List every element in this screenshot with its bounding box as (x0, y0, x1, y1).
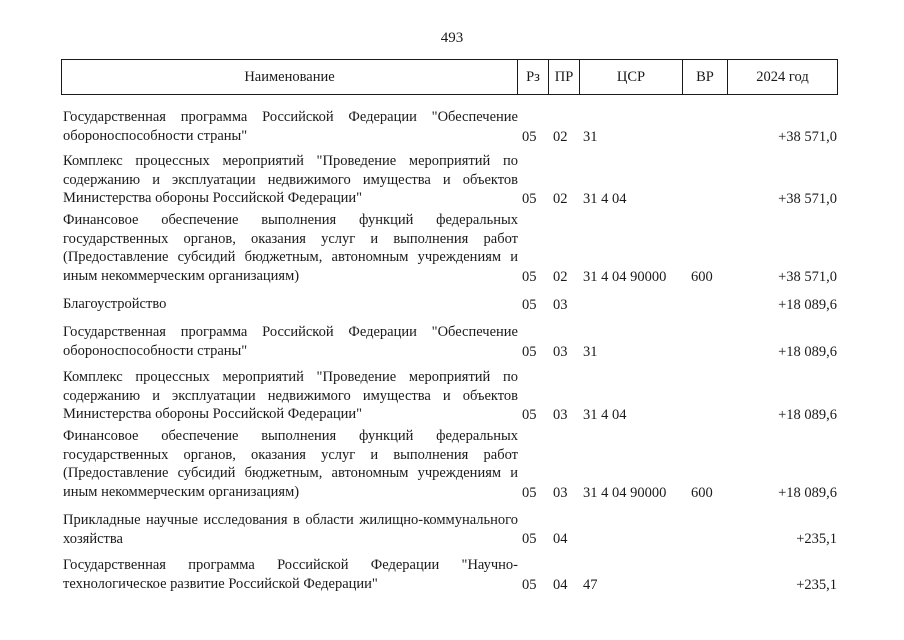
row-name: Финансовое обеспечение выполнения функций федеральных государственных органов, оказания услуг и выполнения работ (Предоставление субсидий бюджетным, автономным учреждениям и иным некоммерческим организациям) (63, 212, 518, 284)
row-pr: 02 (553, 191, 568, 207)
table-row (0, 295, 904, 314)
row-pr: 04 (553, 531, 568, 547)
row-amount: +235,1 (796, 577, 837, 593)
row-name: Государственная программа Российской Федерации "Обеспечение обороноспособности страны" (63, 109, 518, 144)
page-number: 493 (440, 30, 464, 46)
table-row (0, 511, 904, 548)
row-rz: 05 (522, 407, 537, 423)
row-pr: 03 (553, 344, 568, 360)
row-csr: 47 (583, 577, 598, 593)
row-amount: +38 571,0 (778, 129, 837, 145)
row-pr: 02 (553, 129, 568, 145)
row-amount: +18 089,6 (778, 297, 837, 313)
row-rz: 05 (522, 129, 537, 145)
row-name: Государственная программа Российской Федерации "Обеспечение обороноспособности страны" (63, 324, 518, 359)
row-name: Финансовое обеспечение выполнения функций федеральных государственных органов, оказания услуг и выполнения работ (Предоставление субсидий бюджетным, автономным учреждениям и иным некоммерческим организациям) (63, 428, 518, 500)
row-name: Комплекс процессных мероприятий "Проведение мероприятий по содержанию и эксплуатации недвижимого имущества и объектов Министерства обороны Российской Федерации" (63, 369, 518, 423)
row-pr: 03 (553, 297, 568, 313)
header-name: Наименование (244, 69, 335, 85)
row-amount: +18 089,6 (778, 344, 837, 360)
header-year: 2024 год (727, 60, 837, 94)
table-header (61, 59, 838, 95)
table-row (0, 323, 904, 361)
row-pr: 02 (553, 269, 568, 285)
header-vr: ВР (682, 60, 727, 94)
row-rz: 05 (522, 344, 537, 360)
row-amount: +38 571,0 (778, 269, 837, 285)
row-csr: 31 4 04 (583, 191, 627, 207)
row-pr: 04 (553, 577, 568, 593)
row-name: Комплекс процессных мероприятий "Проведение мероприятий по содержанию и эксплуатации недвижимого имущества и объектов Министерства обороны Российской Федерации" (63, 153, 518, 207)
table-row (0, 211, 904, 286)
row-csr: 31 4 04 (583, 407, 627, 423)
row-rz: 05 (522, 531, 537, 547)
row-amount: +18 089,6 (778, 485, 837, 501)
table-row (0, 152, 904, 208)
row-csr: 31 4 04 90000 (583, 269, 667, 285)
row-vr: 600 (691, 485, 713, 501)
row-csr: 31 4 04 90000 (583, 485, 667, 501)
header-pr: ПР (548, 60, 579, 94)
row-csr: 31 (583, 344, 598, 360)
row-amount: +235,1 (796, 531, 837, 547)
table-row (0, 427, 904, 502)
row-name: Благоустройство (63, 296, 167, 312)
header-csr: ЦСР (579, 60, 682, 94)
row-pr: 03 (553, 407, 568, 423)
row-vr: 600 (691, 269, 713, 285)
row-amount: +38 571,0 (778, 191, 837, 207)
row-pr: 03 (553, 485, 568, 501)
table-row (0, 556, 904, 594)
row-rz: 05 (522, 269, 537, 285)
row-name: Прикладные научные исследования в области жилищно-коммунального хозяйства (63, 512, 518, 547)
table-row (0, 108, 904, 146)
row-rz: 05 (522, 485, 537, 501)
row-name: Государственная программа Российской Федерации "Научно-технологическое развитие Российской Федерации" (63, 557, 518, 592)
table-row (0, 368, 904, 424)
row-rz: 05 (522, 297, 537, 313)
row-csr: 31 (583, 129, 598, 145)
row-rz: 05 (522, 577, 537, 593)
row-rz: 05 (522, 191, 537, 207)
header-rz: Рз (517, 60, 548, 94)
row-amount: +18 089,6 (778, 407, 837, 423)
